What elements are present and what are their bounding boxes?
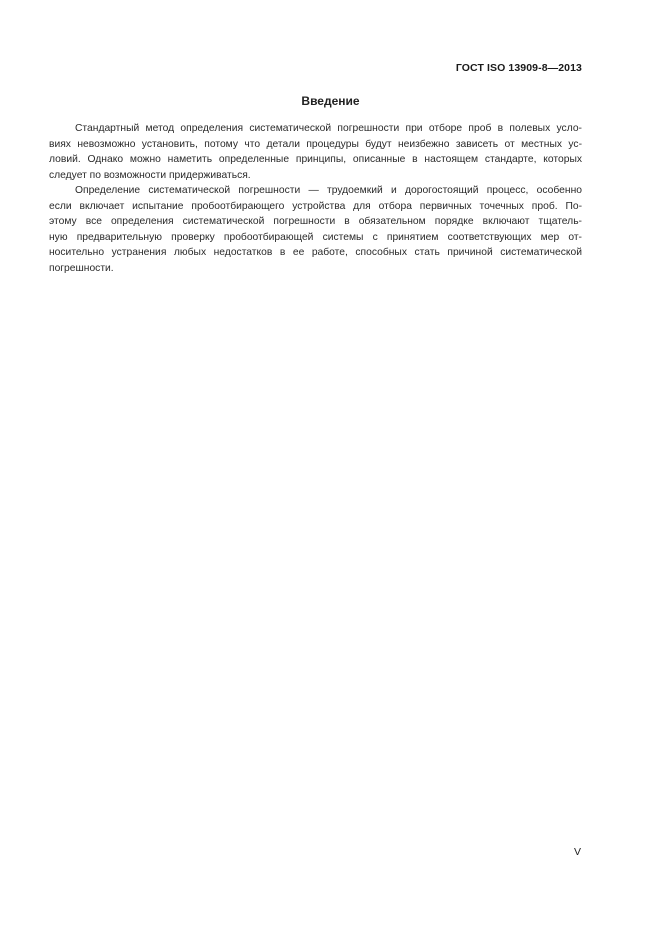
document-code: ГОСТ ISO 13909-8—2013 bbox=[455, 62, 582, 74]
paragraph-line: следует по возможности придерживаться. bbox=[49, 169, 251, 181]
paragraph-line: погрешности. bbox=[49, 262, 114, 274]
paragraph-line: носительно устранения любых недостатков в ее работе, способных стать причиной систематической bbox=[49, 247, 582, 258]
section-title: Введение bbox=[301, 94, 360, 108]
paragraph-2 bbox=[49, 183, 582, 276]
paragraph-line: ловий. Однако можно наметить определенные принципы, описанные в настоящем стандарте, которых bbox=[49, 154, 582, 165]
paragraph-line: этому все определения систематической погрешности в обязательном порядке включают тщатель- bbox=[49, 216, 582, 227]
paragraph-1 bbox=[49, 121, 582, 183]
page-number: V bbox=[574, 846, 582, 858]
paragraph-line: ную предварительную проверку пробоотбирающей системы с принятием соответствующих мер от- bbox=[49, 231, 582, 243]
paragraph-line: виях невозможно установить, потому что детали процедуры будут неизбежно зависеть от местных ус- bbox=[49, 138, 582, 150]
paragraph-line: если включает испытание пробоотбирающего устройства для отбора первичных точечных проб. По- bbox=[49, 200, 582, 212]
paragraph-line: Определение систематической погрешности — трудоемкий и дорогостоящий процесс, особенно bbox=[75, 185, 582, 196]
paragraph-line: Стандартный метод определения систематической погрешности при отборе проб в полевых усло- bbox=[75, 123, 582, 134]
body-text bbox=[49, 121, 582, 276]
